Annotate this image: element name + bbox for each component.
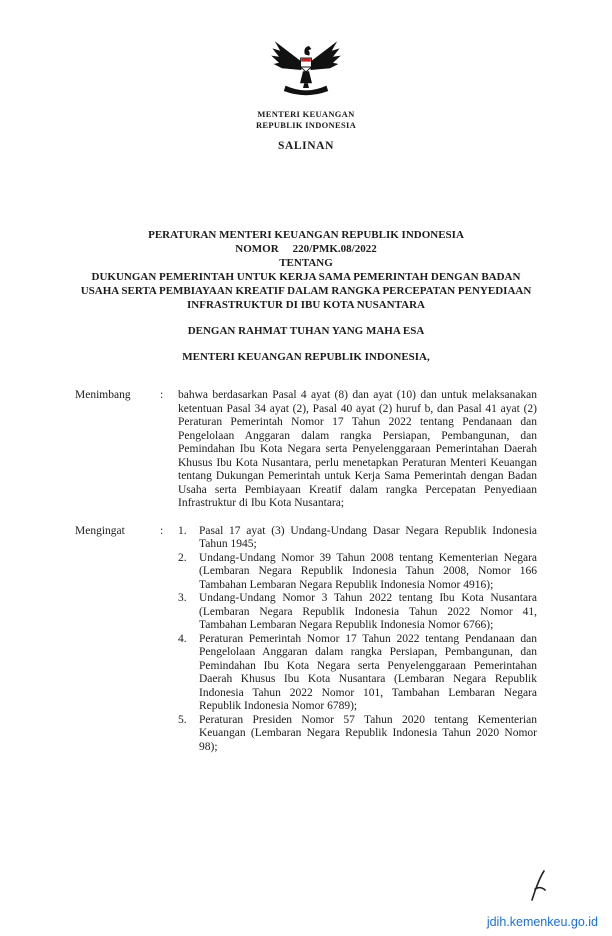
mengingat-colon: : [160, 524, 164, 537]
nomor-label: NOMOR [235, 243, 279, 255]
item-number: 1. [178, 524, 187, 537]
jdih-link[interactable]: jdih.kemenkeu.go.id [486, 915, 598, 929]
item-text: Pasal 17 ayat (3) Undang-Undang Dasar Negara Republik Indonesia Tahun 1945; [199, 524, 537, 550]
paraf-signature-mark [528, 869, 550, 908]
invocation-line: DENGAN RAHMAT TUHAN YANG MAHA ESA [187, 325, 425, 337]
item-text: Peraturan Pemerintah Nomor 17 Tahun 2022 tentang Pendanaan dan Pengelolaan Anggaran dalam rangka Persiapan, Pembangunan, dan Pemindahan Ibu Kota Negara serta Penyelenggaraan Pemerintahan Daerah Khusus Ibu Kota Nusantara (Lembaran Negara Republik Indonesia Tahun 2022 Nomor 101, Tambahan Lembaran Negara Republik Indonesia Nomor 6789); [199, 632, 537, 712]
list-item [178, 525, 537, 552]
item-number: 3. [178, 592, 187, 604]
title-block [75, 228, 537, 312]
nomor-line [75, 242, 537, 256]
menimbang-text: bahwa berdasarkan Pasal 4 ayat (8) dan ayat (10) dan untuk melaksanakan ketentuan Pasal 34 ayat (2), Pasal 40 ayat (2) huruf b, dan Pasal 41 ayat (2) Peraturan Pemerintah Nomor 17 Tahun 2022 tentang Pendanaan dan Pengelolaan Anggaran dalam rangka Persiapan, Pembangunan, dan Pemindahan Ibu Kota Negara serta Penyelenggaraan Pemerintahan Daerah Khusus Ibu Kota Nusantara, perlu menetapkan Peraturan Menteri Keuangan tentang Dukungan Pemerintah untuk Kerja Sama Pemerintah dengan Badan Usaha serta Pembiayaan Kreatif dalam rangka Percepatan Penyediaan Infrastruktur di Ibu Kota Nusantara; [178, 389, 537, 509]
subject-title: DUKUNGAN PEMERINTAH UNTUK KERJA SAMA PEMERINTAH DENGAN BADAN USAHA SERTA PEMBIAYAAN KREATIF DALAM RANGKA PERCEPATAN PENYEDIAAN INFRASTRUKTUR DI IBU KOTA NUSANTARA [80, 271, 532, 311]
item-text: Peraturan Presiden Nomor 57 Tahun 2020 tentang Kementerian Keuangan (Lembaran Negara Republik Indonesia Tahun 2020 Nomor 98); [199, 713, 537, 753]
regulation-title-line: PERATURAN MENTERI KEUANGAN REPUBLIK INDONESIA [148, 229, 464, 241]
document-header [0, 0, 612, 152]
tentang-label: TENTANG [279, 257, 333, 269]
menimbang-section [75, 389, 537, 511]
garuda-pancasila-emblem-icon [270, 34, 342, 105]
menimbang-colon: : [160, 389, 164, 401]
list-item [178, 714, 537, 755]
nomor-value: 220/PMK.08/2022 [292, 243, 377, 255]
list-item [178, 633, 537, 714]
item-text: Undang-Undang Nomor 3 Tahun 2022 tentang Ibu Kota Nusantara (Lembaran Negara Republik Indonesia Tahun 2022 Nomor 41, Tambahan Lembaran Negara Republik Indonesia Nomor 6766); [199, 592, 537, 631]
item-text: Undang-Undang Nomor 39 Tahun 2008 tentang Kementerian Negara (Lembaran Negara Republik Indonesia Tahun 2008, Nomor 166 Tambahan Lembaran Negara Republik Indonesia Nomor 4916); [199, 551, 537, 591]
mengingat-label: Mengingat [75, 524, 125, 537]
item-number: 5. [178, 713, 187, 726]
item-number: 2. [178, 551, 187, 564]
legal-basis-list [178, 525, 537, 755]
mengingat-section [75, 525, 537, 755]
authority-line: MENTERI KEUANGAN REPUBLIK INDONESIA, [182, 351, 430, 363]
document-body [75, 389, 537, 754]
menimbang-label: Menimbang [75, 389, 131, 401]
ministry-name: MENTERI KEUANGAN [257, 109, 355, 119]
salinan-label: SALINAN [278, 140, 334, 152]
list-item [178, 552, 537, 593]
republic-name: REPUBLIK INDONESIA [255, 120, 357, 130]
item-number: 4. [178, 632, 187, 645]
list-item [178, 592, 537, 633]
